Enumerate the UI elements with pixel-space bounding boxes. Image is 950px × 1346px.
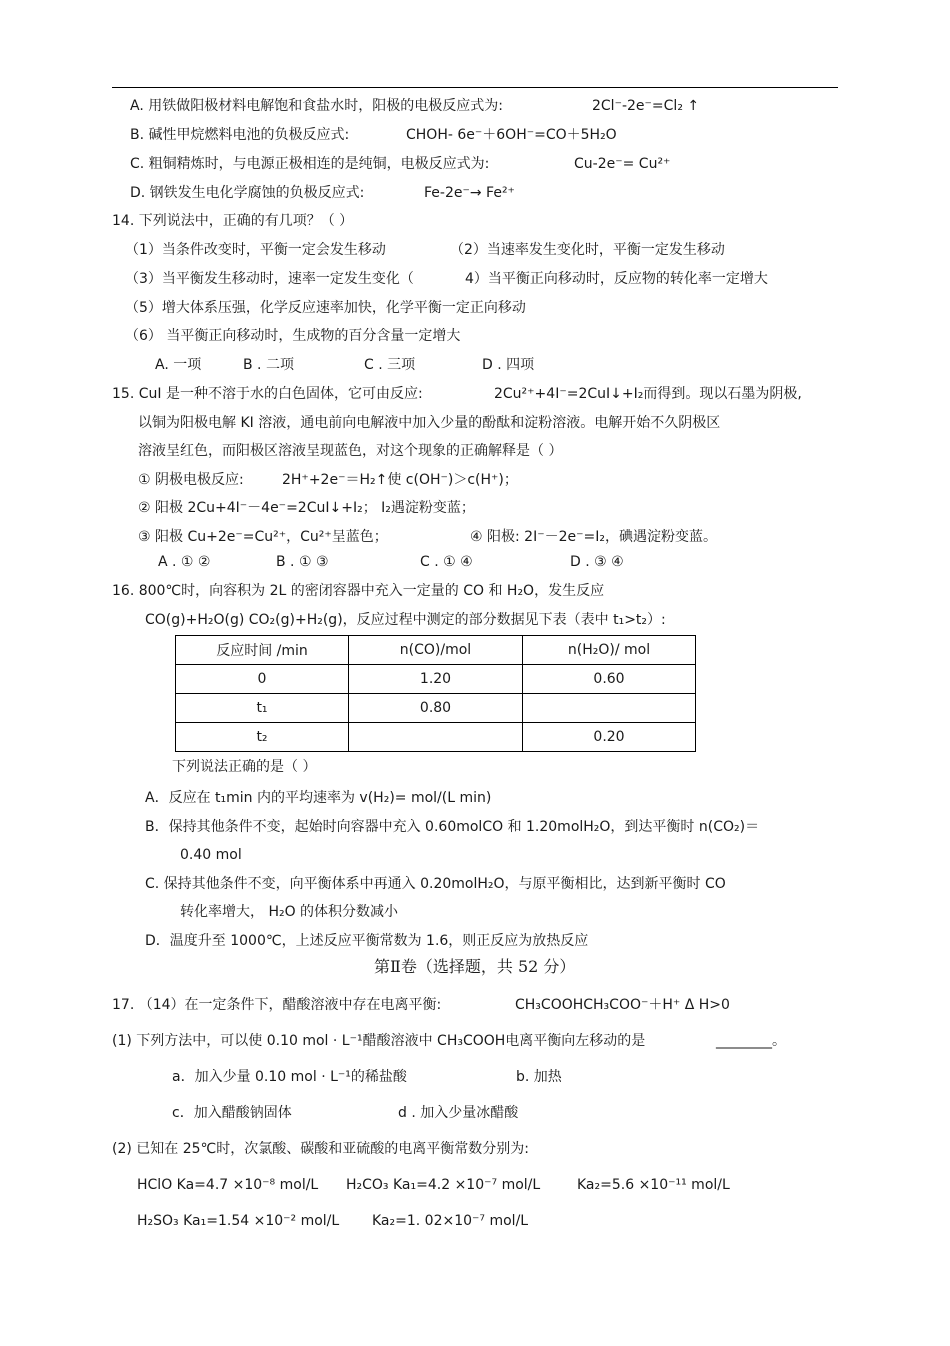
q16-reaction: CO(g)+H₂O(g) CO₂(g)+H₂(g)，反应过程中测定的部分数据见下表（表中 t₁>t₂）: [145,612,666,628]
q15-option-c: C . ① ④ [420,554,473,570]
q17-option-b: b. 加热 [516,1069,562,1085]
q17-constant-h2so3-ka2: Ka₂=1. 02×10⁻⁷ mol/L [372,1213,529,1229]
q14-stem: 14. 下列说法中，正确的有几项？（ ） [112,213,354,229]
table-cell: 0.80 [349,694,523,723]
q17-constant-h2co3-ka1: H₂CO₃ Ka₁=4.2 ×10⁻⁷ mol/L [346,1177,541,1193]
table-cell: 1.20 [349,665,523,694]
q16-option-d: D．温度升至 1000℃，上述反应平衡常数为 1.6，则正反应为放热反应 [145,933,589,949]
q17-option-a: a．加入少量 0.10 mol · L⁻¹的稀盐酸 [172,1069,407,1085]
section-title: 第Ⅱ卷（选择题，共 52 分） [374,957,576,976]
q15-item-1-label: ① 阴极电极反应: [138,472,244,488]
q13-option-c-equation: Cu-2e⁻= Cu²⁺ [574,156,671,172]
q17-option-d: d . 加入少量冰醋酸 [398,1105,519,1121]
q17-constant-hclo: HClO Ka=4.7 ×10⁻⁸ mol/L [137,1177,319,1193]
q14-statement-1: （1）当条件改变时，平衡一定会发生移动 [125,242,386,258]
q16-data-table [175,635,696,752]
table-header-cell: n(H₂O)/ mol [523,636,696,665]
q17-option-c: c．加入醋酸钠固体 [172,1105,292,1121]
q14-statement-5: （5）增大体系压强，化学反应速率加快，化学平衡一定正向移动 [125,300,526,316]
header-rule [112,87,838,88]
table-cell: 0.60 [523,665,696,694]
table-row [176,694,696,723]
q15-item-3: ③ 阳极 Cu+2e⁻=Cu²⁺，Cu²⁺呈蓝色； [138,529,388,545]
q13-option-b-equation: CHOH- 6e⁻＋6OH⁻=CO＋5H₂O [406,127,617,143]
table-cell: 0 [176,665,349,694]
q13-option-c: C. 粗铜精炼时，与电源正极相连的是纯铜，电极反应式为: [130,156,490,172]
q16-option-b: B．保持其他条件不变，起始时向容器中充入 0.60molCO 和 1.20molH₂O，到达平衡时 n(CO₂)＝ [145,819,760,835]
q15-stem-equation: 2Cu²⁺+4I⁻=2CuI↓+I₂而得到。现以石墨为阴极, [494,386,802,402]
table-cell [523,694,696,723]
q15-line-2: 以铜为阳极电解 KI 溶液，通电前向电解液中加入少量的酚酞和淀粉溶液。电解开始不久阴极区 [138,415,721,431]
q14-option-c: C . 三项 [364,357,416,373]
q14-statement-2: （2）当速率发生变化时，平衡一定发生移动 [450,242,725,258]
table-cell: t₂ [176,723,349,752]
table-header-cell: 反应时间 /min [176,636,349,665]
q14-option-a: A. 一项 [155,357,202,373]
q14-option-d: D . 四项 [482,357,535,373]
q17-constant-h2co3-ka2: Ka₂=5.6 ×10⁻¹¹ mol/L [577,1177,730,1193]
table-cell: t₁ [176,694,349,723]
q14-statement-3: （3）当平衡发生移动时，速率一定发生变化（ [125,271,414,287]
q13-option-a: A. 用铁做阳极材料电解饱和食盐水时，阳极的电极反应式为: [130,98,503,114]
q15-item-2: ② 阳极 2Cu+4I⁻－4e⁻=2CuI↓+I₂； I₂遇淀粉变蓝； [138,500,475,516]
q17-equation: CH₃COOHCH₃COO⁻＋H⁺ Δ H>0 [515,997,730,1013]
q15-option-b: B . ① ③ [276,554,329,570]
q15-option-a: A . ① ② [158,554,211,570]
q17-part-1-blank: ________。 [716,1033,786,1049]
q15-stem: 15. CuI 是一种不溶于水的白色固体，它可由反应: [112,386,423,402]
q13-option-a-equation: 2Cl⁻-2e⁻=Cl₂ ↑ [592,98,700,114]
q17-stem: 17. （14）在一定条件下，醋酸溶液中存在电离平衡: [112,997,442,1013]
q17-constant-h2so3-ka1: H₂SO₃ Ka₁=1.54 ×10⁻² mol/L [137,1213,340,1229]
q14-statement-6: （6） 当平衡正向移动时，生成物的百分含量一定增大 [125,328,461,344]
q16-option-c: C. 保持其他条件不变，向平衡体系中再通入 0.20molH₂O，与原平衡相比，达到新平衡时 CO [145,876,726,892]
q13-option-b: B. 碱性甲烷燃料电池的负极反应式: [130,127,350,143]
q15-item-4: ④ 阳极: 2I⁻－2e⁻=I₂，碘遇淀粉变蓝。 [470,529,717,545]
q16-stem: 16. 800℃时，向容积为 2L 的密闭容器中充入一定量的 CO 和 H₂O，发生反应 [112,583,605,599]
q17-part-1: (1) 下列方法中，可以使 0.10 mol · L⁻¹醋酸溶液中 CH₃COOH电离平衡向左移动的是 [112,1033,646,1049]
q15-line-3: 溶液呈红色，而阳极区溶液呈现蓝色，对这个现象的正确解释是（ ） [138,443,563,459]
q15-option-d: D . ③ ④ [570,554,624,570]
table-row [176,665,696,694]
q13-option-d: D. 钢铁发生电化学腐蚀的负极反应式: [130,185,365,201]
q14-option-b: B . 二项 [243,357,294,373]
q14-statement-4: 4）当平衡正向移动时，反应物的转化率一定增大 [465,271,768,287]
q17-part-2: (2) 已知在 25℃时，次氯酸、碳酸和亚硫酸的电离平衡常数分别为: [112,1141,529,1157]
q16-option-a: A．反应在 t₁min 内的平均速率为 v(H₂)= mol/(L min) [145,790,492,806]
q16-option-c-cont: 转化率增大， H₂O 的体积分数减小 [180,904,399,920]
q15-item-1-equation: 2H⁺+2e⁻＝H₂↑使 c(OH⁻)＞c(H⁺)； [282,472,518,488]
q13-option-d-equation: Fe-2e⁻→ Fe²⁺ [424,185,515,201]
table-header-row [176,636,696,665]
q16-ask: 下列说法正确的是（ ） [172,759,317,775]
table-row [176,723,696,752]
table-cell: 0.20 [523,723,696,752]
table-cell [349,723,523,752]
table-header-cell: n(CO)/mol [349,636,523,665]
q16-option-b-cont: 0.40 mol [180,847,242,863]
